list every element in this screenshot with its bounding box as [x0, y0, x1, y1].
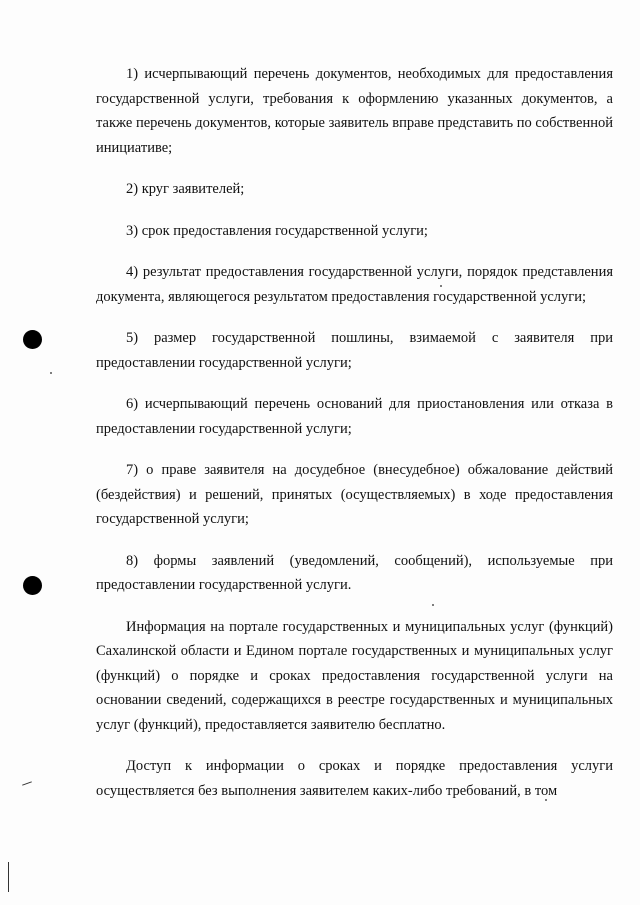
list-item-4: 4) результат предоставления государственной услуги, порядок представления документа, являющегося результатом предоставления государственной услуги;	[96, 264, 613, 305]
document-body	[96, 62, 613, 820]
information-paragraph: Информация на портале государственных и муниципальных услуг (функций) Сахалинской области и Едином портале государственных и муниципальных услуг (функций) о порядке и сроках предоставления государственной услуги на основании сведений, содержащихся в реестре государственных и муниципальных услуг (функций), предоставляется заявителю бесплатно.	[96, 618, 613, 733]
scan-mark	[8, 862, 9, 892]
list-item-7: 7) о праве заявителя на досудебное (внесудебное) обжалование действий (бездействия) и решений, принятых (осуществляемых) в ходе предоставления государственной услуги;	[96, 462, 613, 527]
list-item-2: 2) круг заявителей;	[126, 181, 245, 197]
punch-hole-top	[23, 330, 42, 349]
scan-speck	[50, 372, 52, 374]
access-paragraph: Доступ к информации о сроках и порядке предоставления услуги осуществляется без выполнения заявителем каких-либо требований, в том	[96, 758, 613, 799]
list-item-1: 1) исчерпывающий перечень документов, необходимых для предоставления государственной услуги, требования к оформлению указанных документов, а также перечень документов, которые заявитель вправе представить по собственной инициативе;	[96, 66, 613, 156]
list-item-3: 3) срок предоставления государственной услуги;	[126, 222, 428, 239]
list-item-8: 8) формы заявлений (уведомлений, сообщений), используемые при предоставлении государственной услуги.	[96, 552, 613, 593]
punch-hole-bottom	[23, 576, 42, 595]
list-item-6: 6) исчерпывающий перечень оснований для приостановления или отказа в предоставлении государственной услуги;	[96, 396, 613, 437]
list-item-5: 5) размер государственной пошлины, взимаемой с заявителя при предоставлении государственной услуги;	[96, 330, 613, 371]
scan-mark	[22, 781, 32, 785]
